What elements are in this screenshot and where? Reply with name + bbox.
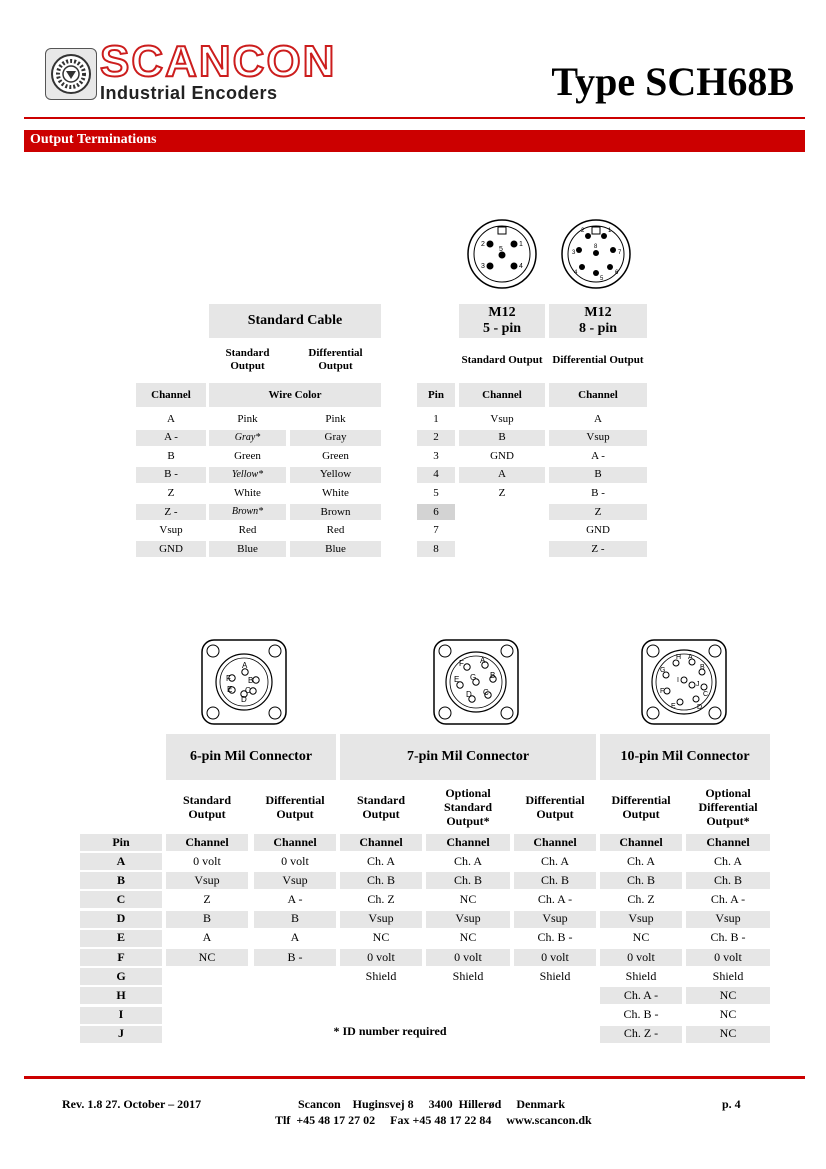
cable-channel-cell: GND [136,541,206,557]
cable-channel-cell: Vsup [159,524,183,537]
mil6-label: B [248,676,254,685]
m12-pin-cell: 5 [433,487,439,500]
mil-pin-cell: F [80,949,162,966]
mil-sub-header: Standard Output [356,793,406,821]
cable-standard-cell: Pink [237,412,258,425]
mil6-label: D [241,695,247,704]
mil-value-cell: Ch. B [514,872,596,889]
mil-pin-cell: G [80,968,162,985]
m12-5pin-cell: Z [498,487,506,500]
cable-channel-cell: A [167,412,175,425]
cable-differential-cell: Gray [290,430,381,446]
m12-8pin-label: 4 [574,270,578,276]
m12-channel-header-5: Channel [459,383,545,407]
m12-8pin-label: 2 [581,228,585,234]
m12-5pin-label: 5 [499,246,503,253]
m12-pin-header: Pin [417,383,455,407]
mil-sub-header: Standard Output [182,793,232,821]
m12-8pin-cell: B - [591,487,605,500]
m12-8pin-label: 1 [608,228,612,234]
m12-5pin-cell: A [459,467,545,483]
cable-wire-header: Wire Color [209,383,381,407]
cable-channel-cell: B - [136,467,206,483]
m12-8pin-cell: Z - [549,541,647,557]
cable-standard-cell: Green [234,449,261,462]
mil-6pin-connector-icon [200,638,288,731]
mil-value-cell: Ch. A [453,853,482,868]
cable-sub-standard: Standard Output [225,347,270,372]
mil-pin-cell: C [80,891,162,908]
mil-group-7pin: 7-pin Mil Connector [340,734,596,780]
m12-8pin-header: M12 8 - pin [549,304,647,338]
m12-8pin-cell: A - [591,449,605,462]
mil-value-cell: Ch. B - [537,930,573,945]
mil7-label: F [459,659,464,668]
mil10-label: C [703,691,709,698]
mil-value-cell: Shield [452,968,484,983]
mil-value-cell: Shield [625,968,657,983]
logo-emblem-icon [45,48,97,100]
mil-value-cell: Ch. A [366,853,395,868]
mil-7pin-connector-icon [432,638,520,731]
mil-value-cell: Ch. A [713,853,742,868]
m12-pin-cell: 2 [417,430,455,446]
mil6-label: F [226,674,231,683]
mil-value-cell: Shield [539,968,571,983]
mil-value-cell: NC [459,891,477,906]
cable-standard-cell: White [234,487,261,500]
mil-value-cell: Ch. Z [627,891,655,906]
mil-value-cell: A [202,930,212,945]
mil-value-cell: B [254,911,336,928]
logo-wordmark: SCANCON [100,37,337,86]
mil-value-cell: Ch. B - [623,1007,659,1022]
mil-sub-header: Differential Output [525,793,585,821]
mil-pin-cell: I [80,1007,162,1024]
mil-value-cell: Ch. A [540,853,569,868]
cable-standard-cell: Red [238,524,257,537]
mil-channel-header: Channel [426,834,510,851]
mil10-label: A [688,654,693,661]
section-title: Output Terminations [30,132,157,147]
cable-standard-cell: Brown* [209,504,286,520]
m12-8pin-cell: GND [586,524,610,537]
mil-channel-header: Channel [686,834,770,851]
mil-value-cell: Ch. A [626,853,655,868]
cable-standard-cell: Blue [209,541,286,557]
m12-8pin-cell: Vsup [549,430,647,446]
mil-value-cell: NC [372,930,390,945]
mil-value-cell: Vsup [600,911,682,928]
mil10-label: E [671,703,676,710]
m12-5pin-header: M12 5 - pin [459,304,545,338]
m12-8pin-label: 5 [600,276,604,282]
mil-value-cell: Vsup [514,911,596,928]
mil10-label: B [700,664,705,671]
mil-value-cell: Vsup [254,872,336,889]
mil-sub-header: Optional Standard Output* [443,786,493,828]
m12-pin-cell: 6 [417,504,455,520]
mil6-label: C [245,686,251,695]
mil-pin-cell: J [80,1026,162,1043]
mil-channel-header: Channel [340,834,422,851]
mil7-label: B [490,671,496,680]
mil-pin-cell: D [80,911,162,928]
footer-divider [24,1076,805,1079]
mil-channel-header: Channel [166,834,248,851]
m12-8pin-label: 7 [618,250,622,256]
mil-value-cell: Ch. B [686,872,770,889]
m12-5pin-label: 2 [481,241,485,248]
mil-channel-header: Channel [600,834,682,851]
mil-value-cell: Ch. B [340,872,422,889]
mil-value-cell: NC [686,1026,770,1043]
m12-5pin-cell: B [459,430,545,446]
mil7-label: E [454,675,460,684]
mil-value-cell: NC [166,949,248,966]
m12-8pin-label: 8 [594,244,598,250]
m12-8pin-cell: B [549,467,647,483]
cable-channel-cell: A - [136,430,206,446]
m12-8pin-label: 3 [572,250,576,256]
m12-pin-cell: 3 [433,449,439,462]
mil7-label: C [483,688,489,697]
cable-sub-differential: Differential Output [308,347,363,372]
mil-value-cell: Vsup [340,911,422,928]
mil7-label: A [480,656,486,665]
mil-value-cell: 0 volt [281,853,309,868]
document-title: Type SCH68B [551,59,794,104]
cable-channel-cell: Z [167,487,175,500]
mil-value-cell: Vsup [166,872,248,889]
mil-channel-header: Channel [254,834,336,851]
mil-value-cell: A - [287,891,303,906]
m12-pin-cell: 7 [433,524,439,537]
cable-channel-header: Channel [136,383,206,407]
cable-differential-cell: Blue [290,541,381,557]
cable-differential-cell: White [322,487,349,500]
m12-pin-cell: 4 [417,467,455,483]
m12-sub-standard: Standard Output [461,353,543,366]
mil10-label: H [676,654,682,661]
cable-differential-cell: Red [326,524,345,537]
mil-value-cell: NC [719,1007,737,1022]
mil-value-cell: Ch. B [426,872,510,889]
mil-sub-header: Differential Output [265,793,325,821]
mil-value-cell: 0 volt [193,853,221,868]
cable-standard-cell: Yellow* [209,467,286,483]
mil6-label: A [242,661,248,670]
m12-5pin-cell: GND [490,449,514,462]
m12-8pin-cell: Z [549,504,647,520]
m12-5pin-label: 4 [519,263,523,270]
mil-value-cell: 0 volt [686,949,770,966]
mil-value-cell: Ch. A - [710,891,746,906]
mil7-label: G [470,673,477,682]
m12-pin-cell: 8 [417,541,455,557]
mil-value-cell: 0 volt [340,949,422,966]
logo-subtitle: Industrial Encoders [100,83,278,103]
cable-differential-cell: Brown [290,504,381,520]
cable-channel-cell: Z - [136,504,206,520]
mil-value-cell: Z [203,891,211,906]
m12-channel-header-8: Channel [549,383,647,407]
footnote: * ID number required [333,1024,447,1039]
mil-value-cell: Vsup [686,911,770,928]
mil-group-10pin: 10-pin Mil Connector [600,734,770,780]
mil7-label: D [466,690,472,699]
mil10-label: D [697,704,703,711]
mil-value-cell: Ch. A - [600,987,682,1004]
cable-standard-cell: Gray* [209,430,286,446]
mil-channel-header: Channel [514,834,596,851]
mil-10pin-connector-icon [640,638,728,731]
footer-revision: Rev. 1.8 27. October – 2017 [62,1097,202,1111]
footer-address: Scancon Huginsvej 8 3400 Hillerød Denmark [298,1097,566,1111]
footer-contact: Tlf +45 48 17 27 02 Fax +45 48 17 22 84 www.scancon.dk [275,1113,592,1127]
mil-value-cell: Ch. B - [710,930,746,945]
cable-title: Standard Cable [209,304,381,338]
mil-value-cell: Vsup [426,911,510,928]
m12-8pin-connector-icon [560,218,632,295]
cable-differential-cell: Green [322,449,349,462]
mil10-label: J [696,681,700,688]
mil10-label: G [660,667,666,674]
mil-value-cell: NC [686,987,770,1004]
mil-value-cell: B [166,911,248,928]
mil10-label: F [660,688,665,695]
m12-5pin-cell: Vsup [490,412,514,425]
mil-pin-cell: B [80,872,162,889]
mil-group-6pin: 6-pin Mil Connector [166,734,336,780]
m12-8pin-label: 6 [615,270,619,276]
mil-value-cell: Shield [365,968,397,983]
mil-sub-header: Optional Differential Output* [698,786,758,828]
mil-value-cell: NC [459,930,477,945]
mil-value-cell: 0 volt [600,949,682,966]
mil-value-cell: Ch. Z - [600,1026,682,1043]
mil-value-cell: 0 volt [514,949,596,966]
m12-8pin-cell: A [594,412,602,425]
mil-value-cell: NC [632,930,650,945]
mil6-label: E [227,685,233,694]
mil-pin-header: Pin [80,834,162,851]
mil-value-cell: A [290,930,300,945]
header-divider [24,117,805,119]
mil-value-cell: Ch. Z [367,891,395,906]
cable-channel-cell: B [167,449,175,462]
mil10-label: I [677,677,679,684]
mil-value-cell: Ch. B [600,872,682,889]
mil-value-cell: Shield [712,968,744,983]
mil-value-cell: B - [254,949,336,966]
m12-pin-cell: 1 [433,412,439,425]
mil-pin-cell: H [80,987,162,1004]
cable-differential-cell: Pink [325,412,346,425]
m12-5pin-connector-icon [466,218,538,295]
mil-value-cell: Ch. A - [537,891,573,906]
cable-differential-cell: Yellow [290,467,381,483]
mil-pin-cell: A [80,853,162,870]
mil-sub-header: Differential Output [611,793,671,821]
m12-5pin-label: 1 [519,241,523,248]
m12-sub-differential: Differential Output [552,353,644,366]
mil-value-cell: 0 volt [426,949,510,966]
mil-pin-cell: E [80,930,162,947]
footer-page-number: p. 4 [722,1097,741,1111]
m12-5pin-label: 3 [481,263,485,270]
